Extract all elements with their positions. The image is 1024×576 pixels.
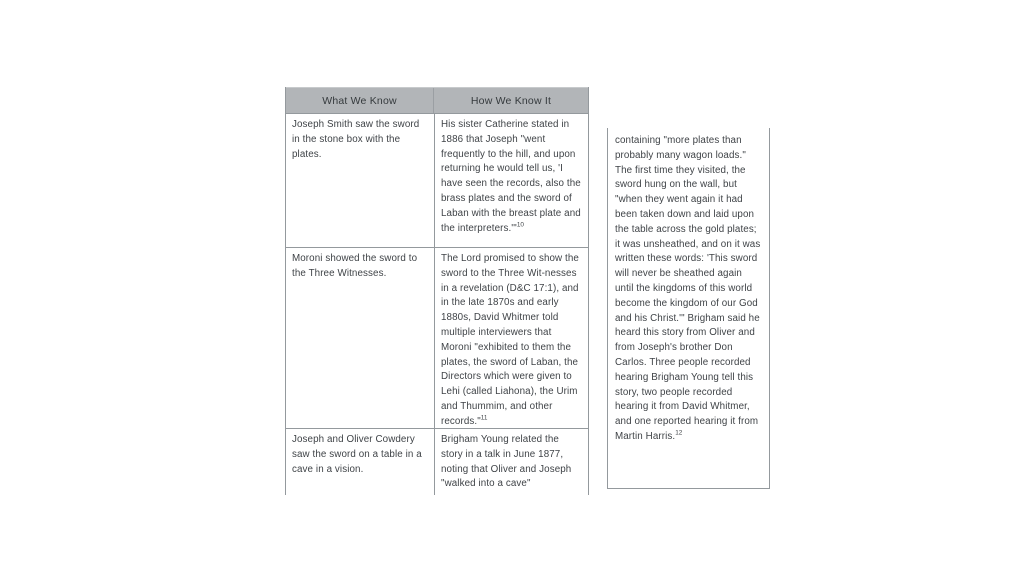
continuation-text: containing "more plates than probably many wagon loads." The first time they visited, the sword hung on the wall, but "when they went again it had been taken down and laid upon the table across the gold plates; it was unsheathed, and on it was written these words: 'This sword will never be sheathed again until the kingdoms of this world become the kingdom of our God and his Christ.'" Brigham said he heard this story from Oliver and from Joseph's brother Don Carlos. Three people recorded hearing Brigham Young tell this story, two people recorded hearing it from David Whitmer, and one reported hearing it from Martin Harris.: [615, 135, 761, 442]
table-row: [286, 429, 588, 495]
evidence-text: His sister Catherine stated in 1886 that Joseph "went frequently to the hill, and upon returning he would tell us, 'I have seen the records, also the brass plates and the sword of Laban with the breast plate and the interpreters.'": [441, 119, 581, 234]
claim-cell: Moroni showed the sword to the Three Witnesses.: [292, 253, 418, 279]
evidence-cell: [434, 429, 588, 495]
facts-table: [285, 87, 589, 495]
table-row: [286, 114, 588, 248]
evidence-cell: [434, 248, 588, 428]
footnote-marker: 11: [480, 414, 488, 422]
evidence-text: Brigham Young related the story in a talk in June 1877, noting that Oliver and Joseph "walked into a cave": [441, 434, 572, 490]
evidence-text: The Lord promised to show the sword to the Three Wit‑nesses in a revelation (D&C 17:1), and in the late 1870s and early 1880s, David Whitmer told multiple interviewers that Moroni "exhibited to them the plates, the sword of Laban, the Directors which were given to Lehi (called Liahona), the Urim and Thummim, and other records.": [441, 253, 579, 427]
column-header-how-we-know-it: How We Know It: [470, 94, 552, 107]
claim-cell: Joseph and Oliver Cowdery saw the sword on a table in a cave in a vision.: [292, 434, 422, 475]
evidence-cell: [434, 114, 588, 247]
column-header-what-we-know: What We Know: [286, 88, 434, 113]
footnote-marker: 12: [675, 429, 683, 437]
continuation-text-box: [607, 128, 770, 489]
table-row: [286, 248, 588, 429]
claim-cell: Joseph Smith saw the sword in the stone box with the plates.: [292, 119, 420, 160]
footnote-marker: 10: [516, 221, 524, 229]
table-header-row: [286, 87, 588, 114]
